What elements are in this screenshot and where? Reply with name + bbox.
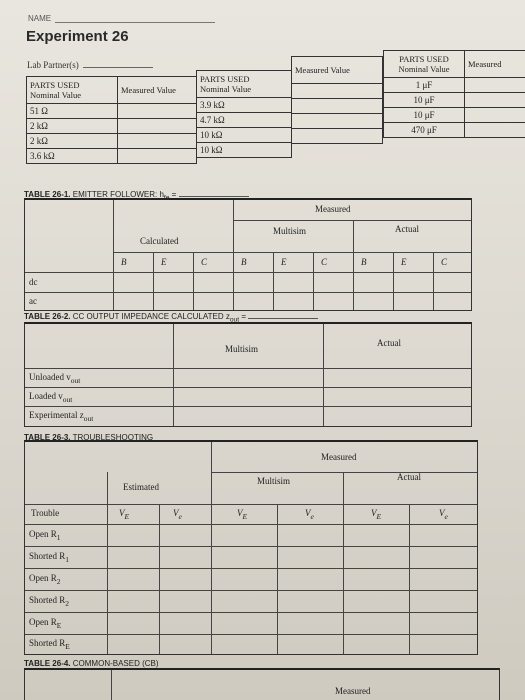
measured-label: Measured [315, 204, 351, 214]
part-value: 10 μF [384, 93, 465, 108]
parts-table-measured-a [117, 76, 197, 164]
part-value: 3.9 kΩ [197, 98, 292, 113]
measured-cell[interactable] [292, 129, 383, 144]
col-label: E [281, 257, 287, 267]
col-label: $V_e$ [305, 508, 314, 521]
row-label: Shorted $R_E$ [29, 638, 70, 651]
actual-label: Actual [397, 472, 421, 482]
col-label: C [321, 257, 328, 267]
part-value: 2 kΩ [27, 134, 118, 149]
name-label: NAME [28, 14, 52, 23]
measured-header: Measured Value [118, 77, 197, 104]
parts-table-measured-b [291, 56, 383, 144]
part-value: 10 kΩ [197, 128, 292, 143]
part-value: 2 kΩ [27, 119, 118, 134]
row-label: Shorted $R_2$ [29, 595, 70, 608]
estimated-label: Estimated [123, 482, 159, 492]
col-label: B [241, 257, 247, 267]
parts-header: PARTS USED Nominal Value [197, 71, 292, 98]
part-value: 4.7 kΩ [197, 113, 292, 128]
part-value: 1 μF [384, 78, 465, 93]
multisim-label: Multisim [257, 476, 291, 486]
row-label: Loaded $v_{out}$ [29, 391, 73, 404]
table3-caption: TABLE 26-3. TROUBLESHOOTING [24, 433, 154, 442]
col-label: $V_E$ [119, 508, 130, 521]
col-label: $V_e$ [173, 508, 182, 521]
col-label: C [441, 257, 448, 267]
measured-cell[interactable] [465, 123, 525, 138]
table3-grid [24, 440, 478, 655]
col-label: E [401, 257, 407, 267]
col-label: $V_E$ [237, 508, 248, 521]
parts-header: PARTS USED Nominal Value [27, 77, 118, 104]
table4-caption: TABLE 26-4. COMMON-BASED (CB) [24, 659, 159, 668]
measured-cell[interactable] [292, 84, 383, 99]
multisim-label: Multisim [273, 226, 307, 236]
measured-cell[interactable] [118, 134, 197, 149]
name-field [28, 14, 215, 23]
row-label: Unloaded $v_{out}$ [29, 372, 81, 385]
part-value: 10 kΩ [197, 143, 292, 158]
measured-cell[interactable] [118, 149, 197, 164]
actual-label: Actual [395, 224, 419, 234]
measured-label: Measured [335, 686, 371, 696]
row-label: Open $R_E$ [29, 617, 62, 630]
measured-header: Measured Value [292, 57, 383, 84]
table1-grid [24, 198, 472, 311]
row-label: Open $R_2$ [29, 573, 61, 586]
col-label: $V_E$ [371, 508, 382, 521]
page-title: Experiment 26 [26, 28, 129, 45]
row-label: Experimental $z_{out}$ [29, 410, 94, 423]
row-label-ac: ac [29, 296, 37, 306]
multisim-label: Multisim [225, 344, 259, 354]
parts-table-resistors-b [196, 70, 292, 158]
measured-header: Measured [465, 51, 525, 78]
parts-table-measured-c [464, 50, 525, 138]
measured-cell[interactable] [292, 114, 383, 129]
lab-partners [27, 60, 153, 70]
col-label: B [121, 257, 127, 267]
lab-partners-label: Lab Partner(s) [27, 60, 79, 70]
part-value: 3.6 kΩ [27, 149, 118, 164]
measured-cell[interactable] [465, 93, 525, 108]
measured-cell[interactable] [465, 78, 525, 93]
col-label: $V_e$ [439, 508, 448, 521]
parts-header: PARTS USED Nominal Value [384, 51, 465, 78]
measured-cell[interactable] [118, 119, 197, 134]
row-label-dc: dc [29, 277, 38, 287]
parts-table-resistors-a [26, 76, 118, 164]
part-value: 51 Ω [27, 104, 118, 119]
table2-caption: TABLE 26-2. CC OUTPUT IMPEDANCE CALCULATED $z_{out}$ = [24, 312, 318, 324]
measured-cell[interactable] [465, 108, 525, 123]
row-label: Shorted $R_1$ [29, 551, 70, 564]
measured-cell[interactable] [292, 99, 383, 114]
name-rule [55, 22, 215, 23]
measured-label: Measured [321, 452, 357, 462]
col-label: C [201, 257, 208, 267]
actual-label: Actual [377, 338, 401, 348]
part-value: 10 μF [384, 108, 465, 123]
col-label: E [161, 257, 167, 267]
calculated-label: Calculated [140, 236, 179, 246]
table1-caption: TABLE 26-1. EMITTER FOLLOWER: $h_{fe}$ = [24, 190, 249, 202]
measured-cell[interactable] [118, 104, 197, 119]
table4-grid [24, 668, 500, 700]
row-label: Open $R_1$ [29, 529, 61, 542]
lab-partners-rule [83, 67, 153, 68]
table2-grid [24, 322, 472, 427]
trouble-label: Trouble [31, 508, 60, 518]
parts-table-capacitors [383, 50, 465, 138]
col-label: B [361, 257, 367, 267]
part-value: 470 μF [384, 123, 465, 138]
